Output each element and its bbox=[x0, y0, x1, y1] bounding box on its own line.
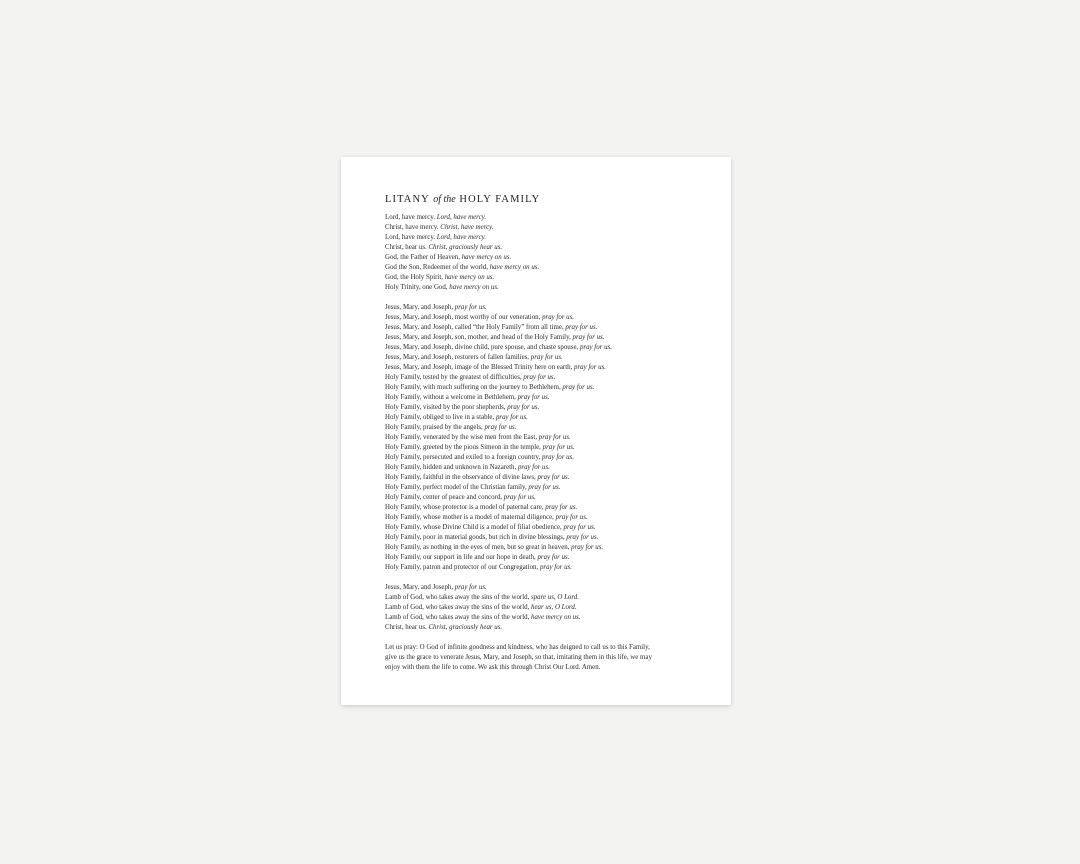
invocation-text: Lamb of God, who takes away the sins of the world, bbox=[385, 594, 532, 601]
response-text: pray for us. bbox=[562, 384, 595, 391]
response-text: spare us, O Lord. bbox=[531, 594, 579, 601]
invocation-text: Jesus, Mary, and Joseph, called “the Holy Family” from all time, bbox=[385, 324, 566, 331]
response-text: have mercy on us. bbox=[531, 614, 581, 621]
invocation-line bbox=[385, 453, 715, 463]
invocation-line bbox=[385, 493, 715, 503]
response-text: pray for us. bbox=[537, 554, 570, 561]
invocation-line bbox=[385, 483, 715, 493]
invocation-text: Holy Family, whose protector is a model of paternal care, bbox=[385, 504, 546, 511]
invocation-line bbox=[385, 513, 715, 523]
response-text: pray for us. bbox=[530, 354, 563, 361]
invocation-text: God, the Holy Spirit, bbox=[385, 274, 445, 281]
invocation-text: Jesus, Mary, and Joseph, divine child, pure spouse, and chaste spouse, bbox=[385, 344, 580, 351]
invocation-line bbox=[385, 403, 715, 413]
invocation-line bbox=[385, 433, 715, 443]
response-text: pray for us. bbox=[566, 534, 599, 541]
litany-section bbox=[385, 583, 715, 633]
invocation-line bbox=[385, 223, 715, 233]
invocation-text: Holy Family, venerated by the wise men from the East, bbox=[385, 434, 539, 441]
invocation-line bbox=[385, 283, 715, 293]
response-text: have mercy on us. bbox=[444, 274, 495, 281]
invocation-line bbox=[385, 533, 715, 543]
invocation-text: Holy Family, our support in life and our hope in death, bbox=[385, 554, 538, 561]
invocation-text: Holy Family, faithful in the observance of divine laws, bbox=[385, 474, 538, 481]
invocation-text: Holy Family, patron and protector of our Congregation, bbox=[385, 564, 540, 571]
response-text: pray for us. bbox=[484, 424, 517, 431]
invocation-line bbox=[385, 243, 715, 253]
invocation-text: Jesus, Mary, and Joseph, bbox=[385, 304, 455, 311]
invocation-text: Holy Family, persecuted and exiled to a foreign country, bbox=[385, 454, 542, 461]
response-text: have mercy on us. bbox=[489, 264, 540, 271]
invocation-text: Holy Family, center of peace and concord, bbox=[385, 494, 504, 501]
response-text: pray for us. bbox=[495, 414, 528, 421]
title-holy-family: HOLY FAMILY bbox=[459, 194, 541, 205]
invocation-line bbox=[385, 473, 715, 483]
invocation-line bbox=[385, 253, 715, 263]
invocation-text: Jesus, Mary, and Joseph, son, mother, and head of the Holy Family, bbox=[385, 334, 573, 341]
response-text: Christ, graciously hear us. bbox=[428, 244, 503, 251]
invocation-text: Lamb of God, who takes away the sins of the world, bbox=[385, 614, 532, 621]
invocation-line bbox=[385, 323, 715, 333]
response-text: pray for us. bbox=[542, 314, 575, 321]
invocation-line bbox=[385, 583, 715, 593]
invocation-text: Jesus, Mary, and Joseph, bbox=[385, 584, 455, 591]
prayer-line: Let us pray: O God of infinite goodness and kindness, who has deigned to call us to this Family, bbox=[385, 644, 650, 651]
invocation-line bbox=[385, 613, 715, 623]
invocation-text: Jesus, Mary, and Joseph, image of the Blessed Trinity here on earth, bbox=[385, 364, 575, 371]
prayer-line: enjoy with them the life to come. We ask this through Christ Our Lord. Amen. bbox=[385, 664, 601, 672]
invocation-text: Holy Family, hidden and unknown in Nazareth, bbox=[385, 464, 518, 471]
response-text: pray for us. bbox=[555, 514, 588, 521]
response-text: hear us, O Lord. bbox=[531, 604, 577, 611]
invocation-text: God, the Father of Heaven, bbox=[385, 254, 462, 261]
invocation-text: Lamb of God, who takes away the sins of the world, bbox=[385, 604, 532, 611]
invocation-text: Holy Family, perfect model of the Christian family, bbox=[385, 484, 529, 491]
invocation-text: Holy Family, whose Divine Child is a model of filial obedience, bbox=[385, 524, 564, 531]
invocation-line bbox=[385, 623, 715, 633]
invocation-line bbox=[385, 413, 715, 423]
response-text: Christ, have mercy. bbox=[440, 224, 494, 231]
invocation-line bbox=[385, 593, 715, 603]
invocation-line bbox=[385, 563, 715, 573]
response-text: pray for us. bbox=[537, 474, 570, 481]
invocation-text: Holy Family, obliged to live in a stable, bbox=[385, 414, 496, 421]
response-text: pray for us. bbox=[545, 504, 578, 511]
response-text: pray for us. bbox=[542, 444, 575, 451]
response-text: pray for us. bbox=[517, 464, 550, 471]
response-text: have mercy on us. bbox=[461, 254, 512, 261]
response-text: Lord, have mercy. bbox=[436, 214, 487, 221]
title-of-the: of the bbox=[433, 194, 456, 205]
invocation-text: Christ, hear us. bbox=[385, 244, 429, 251]
invocation-text: Holy Family, poor in material goods, but rich in divine blessings, bbox=[385, 534, 567, 541]
response-text: pray for us. bbox=[539, 564, 572, 571]
litany-sections bbox=[385, 213, 715, 633]
invocation-line bbox=[385, 553, 715, 563]
invocation-line bbox=[385, 523, 715, 533]
invocation-line bbox=[385, 333, 715, 343]
response-text: pray for us. bbox=[563, 524, 596, 531]
response-text: pray for us. bbox=[507, 404, 540, 411]
response-text: pray for us. bbox=[454, 304, 487, 311]
title-litany: LITANY bbox=[385, 194, 430, 205]
response-text: pray for us. bbox=[571, 544, 604, 551]
invocation-line bbox=[385, 233, 715, 243]
document-title bbox=[385, 193, 715, 206]
invocation-line bbox=[385, 463, 715, 473]
printed-sheet bbox=[341, 157, 731, 705]
litany-section bbox=[385, 213, 715, 293]
response-text: pray for us. bbox=[579, 344, 612, 351]
invocation-text: Christ, have mercy. bbox=[385, 224, 441, 231]
invocation-text: Lord, have mercy. bbox=[385, 214, 437, 221]
response-text: pray for us. bbox=[538, 434, 571, 441]
invocation-text: Jesus, Mary, and Joseph, most worthy of our veneration, bbox=[385, 314, 543, 321]
invocation-text: Jesus, Mary, and Joseph, restorers of fallen families, bbox=[385, 354, 531, 361]
invocation-text: Holy Family, greeted by the pious Simeon in the temple, bbox=[385, 444, 543, 451]
invocation-line bbox=[385, 543, 715, 553]
response-text: Christ, graciously hear us. bbox=[428, 624, 503, 631]
invocation-line bbox=[385, 393, 715, 403]
invocation-line bbox=[385, 373, 715, 383]
response-text: pray for us. bbox=[517, 394, 550, 401]
response-text: pray for us. bbox=[572, 334, 605, 341]
litany-section bbox=[385, 303, 715, 573]
invocation-line bbox=[385, 383, 715, 393]
invocation-line bbox=[385, 313, 715, 323]
prayer-line: give us the grace to venerate Jesus, Mary, and Joseph, so that, imitating them in this life, we may bbox=[385, 654, 652, 662]
closing-prayer bbox=[385, 643, 715, 674]
invocation-line bbox=[385, 343, 715, 353]
invocation-text: Holy Family, without a welcome in Bethlehem, bbox=[385, 394, 518, 401]
response-text: pray for us. bbox=[503, 494, 536, 501]
invocation-text: God the Son, Redeemer of the world, bbox=[385, 264, 490, 271]
invocation-text: Holy Family, visited by the poor shepherds, bbox=[385, 404, 508, 411]
invocation-text: Holy Family, praised by the angels, bbox=[385, 424, 485, 431]
invocation-text: Lord, have mercy. bbox=[385, 234, 437, 241]
invocation-line bbox=[385, 303, 715, 313]
invocation-text: Holy Trinity, one God, bbox=[385, 284, 450, 291]
invocation-line bbox=[385, 263, 715, 273]
response-text: pray for us. bbox=[528, 484, 561, 491]
invocation-line bbox=[385, 213, 715, 223]
invocation-text: Holy Family, whose mother is a model of maternal diligence, bbox=[385, 514, 556, 521]
invocation-line bbox=[385, 363, 715, 373]
response-text: pray for us. bbox=[523, 374, 556, 381]
invocation-line bbox=[385, 423, 715, 433]
invocation-text: Holy Family, tested by the greatest of difficulties, bbox=[385, 374, 524, 381]
invocation-line bbox=[385, 443, 715, 453]
response-text: Lord, have mercy. bbox=[436, 234, 487, 241]
response-text: pray for us. bbox=[541, 454, 574, 461]
invocation-text: Holy Family, as nothing in the eyes of men, but so great in heaven, bbox=[385, 544, 572, 551]
invocation-line bbox=[385, 353, 715, 363]
document-body bbox=[385, 193, 715, 684]
invocation-line bbox=[385, 503, 715, 513]
response-text: pray for us. bbox=[565, 324, 598, 331]
response-text: have mercy on us. bbox=[449, 284, 499, 291]
response-text: pray for us. bbox=[574, 364, 606, 371]
invocation-line bbox=[385, 273, 715, 283]
invocation-text: Christ, hear us. bbox=[385, 624, 429, 631]
invocation-text: Holy Family, with much suffering on the journey to Bethlehem, bbox=[385, 384, 563, 391]
response-text: pray for us. bbox=[454, 584, 487, 591]
invocation-line bbox=[385, 603, 715, 613]
